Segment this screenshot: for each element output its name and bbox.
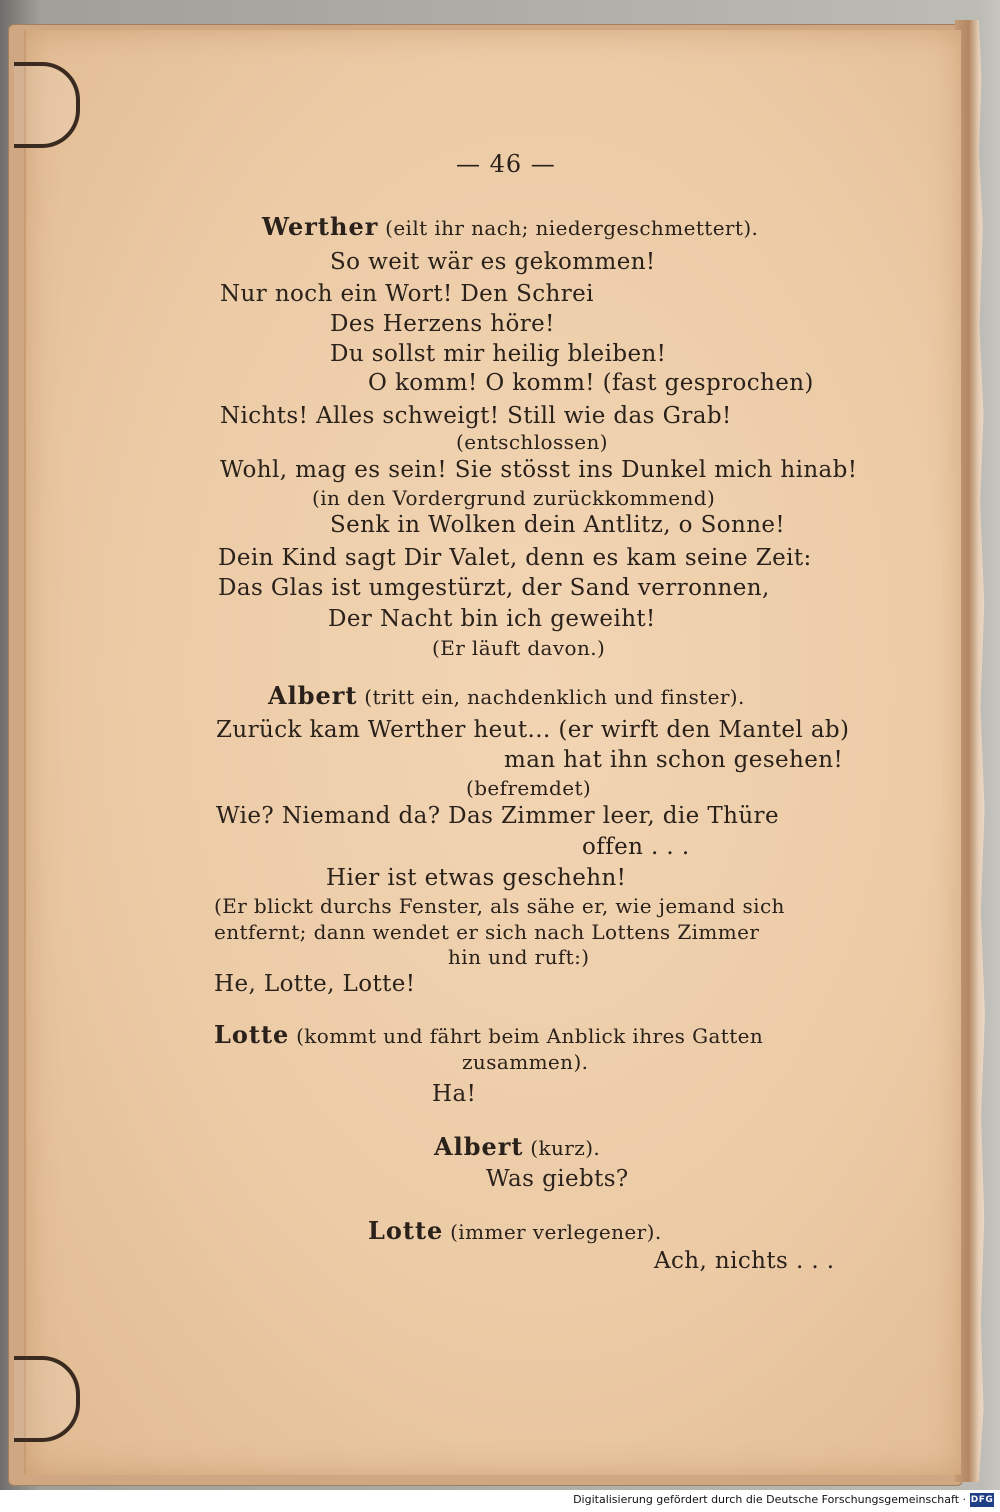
speaker-name: Lotte bbox=[368, 1216, 444, 1245]
text-line: Zurück kam Werther heut... (er wirft den Mantel ab) bbox=[216, 717, 850, 743]
text-line: Das Glas ist umgestürzt, der Sand verronnen, bbox=[218, 575, 770, 601]
page-number: — 46 — bbox=[456, 150, 556, 178]
text-line bbox=[262, 213, 758, 242]
text-line bbox=[268, 682, 745, 711]
text-line: Wohl, mag es sein! Sie stösst ins Dunkel mich hinab! bbox=[220, 457, 858, 483]
text-line: Nur noch ein Wort! Den Schrei bbox=[220, 281, 594, 307]
text-line: Senk in Wolken dein Antlitz, o Sonne! bbox=[330, 512, 786, 538]
text-line: Du sollst mir heilig bleiben! bbox=[330, 341, 667, 367]
stage-direction: hin und ruft:) bbox=[448, 945, 590, 969]
digitization-credit: Digitalisierung gefördert durch die Deutsche Forschungsgemeinschaft · bbox=[573, 1493, 966, 1506]
stage-direction: (Er blickt durchs Fenster, als sähe er, wie jemand sich bbox=[214, 894, 785, 918]
text-line bbox=[214, 1021, 763, 1050]
text-line bbox=[368, 1217, 662, 1246]
text-line: Wie? Niemand da? Das Zimmer leer, die Thüre bbox=[216, 803, 779, 829]
text-line: man hat ihn schon gesehen! bbox=[504, 747, 844, 773]
speaker-name: Werther bbox=[262, 212, 379, 241]
stage-direction: (entschlossen) bbox=[456, 430, 608, 454]
stage-direction: (Er läuft davon.) bbox=[432, 636, 606, 660]
stage-direction: (kommt und fährt beim Anblick ihres Gatten bbox=[289, 1024, 764, 1048]
speaker-name: Lotte bbox=[214, 1020, 290, 1049]
text-line: Was giebts? bbox=[486, 1166, 629, 1192]
text-line: So weit wär es gekommen! bbox=[330, 249, 656, 275]
text-line: Ach, nichts . . . bbox=[654, 1248, 835, 1274]
text-line: O komm! O komm! (fast gesprochen) bbox=[368, 370, 814, 396]
text-line: offen . . . bbox=[582, 834, 690, 860]
text-line: Der Nacht bin ich geweiht! bbox=[328, 606, 656, 632]
text-line bbox=[434, 1133, 600, 1162]
paper-clip-bottom bbox=[14, 1356, 80, 1442]
stage-direction: (in den Vordergrund zurückkommend) bbox=[312, 486, 716, 510]
paper-clip-top bbox=[14, 62, 80, 148]
dfg-logo: DFG bbox=[970, 1495, 994, 1505]
stage-direction: (immer verlegener). bbox=[443, 1220, 662, 1244]
stage-direction: (kurz). bbox=[523, 1136, 601, 1160]
text-line: Ha! bbox=[432, 1081, 477, 1107]
stage-direction: zusammen). bbox=[462, 1050, 589, 1074]
speaker-name: Albert bbox=[268, 681, 358, 710]
text-line: Hier ist etwas geschehn! bbox=[326, 865, 627, 891]
text-line: Dein Kind sagt Dir Valet, denn es kam seine Zeit: bbox=[218, 545, 812, 571]
stage-direction: (eilt ihr nach; niedergeschmettert). bbox=[378, 216, 759, 240]
speaker-name: Albert bbox=[434, 1132, 524, 1161]
stage-direction: entfernt; dann wendet er sich nach Lottens Zimmer bbox=[214, 920, 760, 944]
text-line: Nichts! Alles schweigt! Still wie das Grab! bbox=[220, 403, 732, 429]
text-line: He, Lotte, Lotte! bbox=[214, 971, 416, 997]
stage-direction: (befremdet) bbox=[466, 776, 592, 800]
stage-direction: (tritt ein, nachdenklich und finster). bbox=[357, 685, 745, 709]
text-line: Des Herzens höre! bbox=[330, 311, 555, 337]
